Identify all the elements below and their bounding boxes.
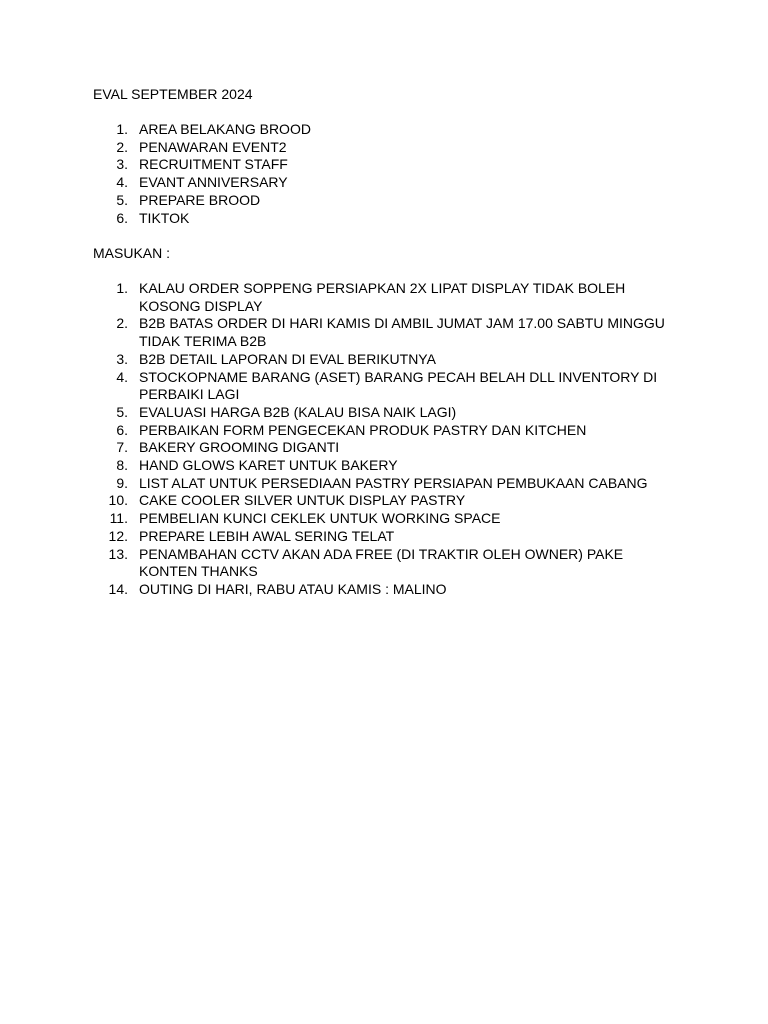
- list-number: 4.: [116, 368, 128, 385]
- list-text: TIKTOK: [139, 209, 190, 226]
- list-text: EVANT ANNIVERSARY: [139, 174, 288, 191]
- list-item: [93, 174, 683, 192]
- list-number: 2.: [116, 315, 128, 332]
- list-text: CAKE COOLER SILVER UNTUK DISPLAY PASTRY: [139, 492, 466, 509]
- list-text: PREPARE LEBIH AWAL SERING TELAT: [139, 527, 395, 544]
- list-text: B2B BATAS ORDER DI HARI KAMIS DI AMBIL JUMAT JAM 17.00 SABTU MINGGU TIDAK TERIMA B2B: [139, 315, 665, 350]
- list-item: [93, 139, 683, 157]
- list-item: [93, 492, 683, 510]
- masukan-heading: MASUKAN :: [93, 245, 171, 261]
- list-number: 3.: [116, 350, 128, 367]
- list-item: [93, 439, 683, 457]
- list-text: B2B DETAIL LAPORAN DI EVAL BERIKUTNYA: [139, 350, 436, 367]
- list-item: [93, 192, 683, 210]
- list-number: 10.: [108, 492, 128, 509]
- list-item: [93, 210, 683, 228]
- list-number: 8.: [116, 457, 128, 474]
- agenda-list: [93, 121, 683, 227]
- list-item: [93, 156, 683, 174]
- document-title: EVAL SEPTEMBER 2024: [93, 86, 253, 102]
- list-number: 11.: [109, 510, 128, 527]
- list-number: 3.: [116, 156, 128, 173]
- list-item: [93, 546, 683, 581]
- list-number: 13.: [108, 545, 128, 562]
- list-text: PENAWARAN EVENT2: [139, 138, 287, 155]
- list-number: 2.: [116, 138, 128, 155]
- list-text: STOCKOPNAME BARANG (ASET) BARANG PECAH BELAH DLL INVENTORY DI PERBAIKI LAGI: [139, 368, 658, 403]
- list-text: PERBAIKAN FORM PENGECEKAN PRODUK PASTRY DAN KITCHEN: [139, 421, 587, 438]
- list-text: PREPARE BROOD: [139, 191, 261, 208]
- list-number: 5.: [116, 191, 128, 208]
- list-number: 6.: [116, 421, 128, 438]
- list-text: KALAU ORDER SOPPENG PERSIAPKAN 2X LIPAT DISPLAY TIDAK BOLEH KOSONG DISPLAY: [139, 280, 626, 314]
- list-item: [93, 404, 683, 422]
- list-text: EVALUASI HARGA B2B (KALAU BISA NAIK LAGI): [139, 403, 457, 420]
- list-number: 7.: [116, 439, 128, 456]
- list-item: [93, 280, 683, 315]
- list-item: [93, 475, 683, 493]
- list-item: [93, 422, 683, 440]
- list-text: PEMBELIAN KUNCI CEKLEK UNTUK WORKING SPACE: [139, 510, 501, 527]
- masukan-list: [93, 280, 683, 599]
- list-item: [93, 581, 683, 599]
- list-text: PENAMBAHAN CCTV AKAN ADA FREE (DI TRAKTIR OLEH OWNER) PAKE KONTEN THANKS: [139, 545, 624, 580]
- list-item: [93, 457, 683, 475]
- list-item: [93, 510, 683, 528]
- list-number: 12.: [108, 527, 128, 544]
- list-item: [93, 315, 683, 350]
- list-item: [93, 121, 683, 139]
- list-number: 5.: [116, 403, 128, 420]
- list-number: 1.: [116, 280, 128, 296]
- list-text: RECRUITMENT STAFF: [139, 156, 288, 173]
- list-text: LIST ALAT UNTUK PERSEDIAAN PASTRY PERSIAPAN PEMBUKAAN CABANG: [139, 474, 648, 491]
- list-text: OUTING DI HARI, RABU ATAU KAMIS : MALINO: [139, 580, 447, 597]
- list-number: 14.: [108, 580, 128, 597]
- list-number: 4.: [116, 174, 128, 191]
- list-item: [93, 351, 683, 369]
- list-item: [93, 528, 683, 546]
- list-text: HAND GLOWS KARET UNTUK BAKERY: [139, 457, 398, 474]
- list-number: 6.: [116, 209, 128, 226]
- list-number: 1.: [116, 121, 128, 137]
- list-text: BAKERY GROOMING DIGANTI: [139, 439, 340, 456]
- list-item: [93, 369, 683, 404]
- list-number: 9.: [116, 474, 128, 491]
- list-text: AREA BELAKANG BROOD: [139, 121, 311, 137]
